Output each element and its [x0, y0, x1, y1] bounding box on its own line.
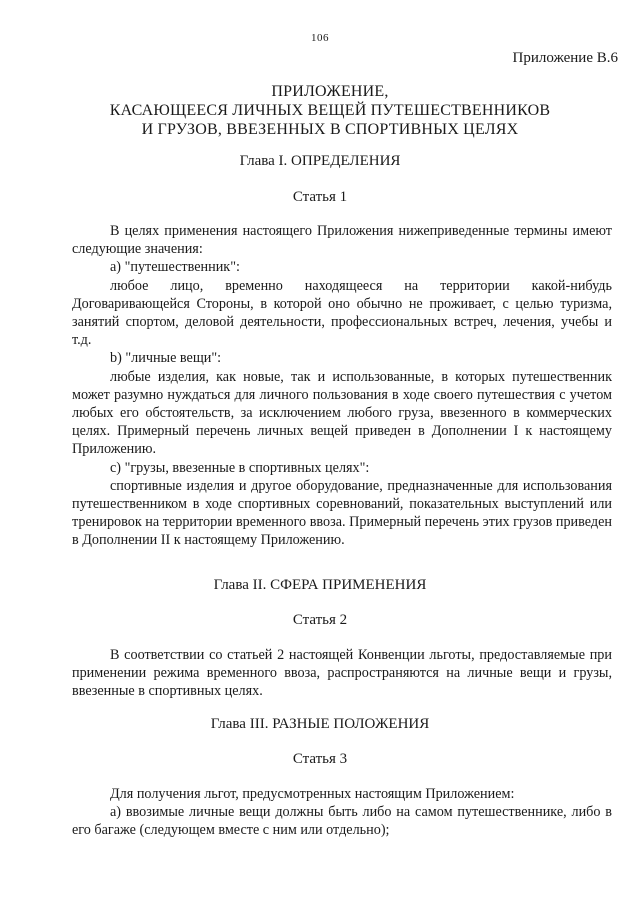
title-line-2: КАСАЮЩЕЕСЯ ЛИЧНЫХ ВЕЩЕЙ ПУТЕШЕСТВЕННИКОВ — [109, 102, 551, 119]
definition-c-text: спортивные изделия и другое оборудование, предназначенные для использования путешественником в ходе спортивных соревнований, показательных выступлений или тренировок на территории временного ввоза. Примерный перечень этих грузов приведен в Дополнении II к настоящему Приложению. — [72, 477, 612, 549]
article-3-intro: Для получения льгот, предусмотренных настоящим Приложением: — [110, 786, 515, 802]
page-number: 106 — [311, 32, 329, 44]
definition-b-text: любые изделия, как новые, так и использованные, в которых путешественник может разумно нуждаться для личного пользования в ходе своего путешествия с учетом любых его обстоятельств, за исключением любого груза, ввезенного в коммерческих целях. Примерный перечень личных вещей приведен в Дополнении I к настоящему Приложению. — [72, 368, 612, 458]
definition-c-label: c) "грузы, ввезенные в спортивных целях": — [110, 459, 370, 476]
article-1-heading: Статья 1 — [292, 189, 348, 205]
chapter-3-body — [72, 785, 612, 840]
article-2-heading: Статья 2 — [292, 612, 348, 628]
chapter-2-heading: Глава II. СФЕРА ПРИМЕНЕНИЯ — [213, 577, 427, 593]
article-3-heading: Статья 3 — [292, 751, 348, 767]
appendix-label: Приложение B.6 — [512, 50, 618, 66]
document-title — [60, 82, 600, 139]
definition-a-label: a) "путешественник": — [110, 259, 240, 276]
definition-b-label: b) "личные вещи": — [110, 350, 222, 367]
title-line-3: И ГРУЗОВ, ВВЕЗЕННЫХ В СПОРТИВНЫХ ЦЕЛЯХ — [141, 121, 519, 138]
article-1-intro: В целях применения настоящего Приложения нижеприведенные термины имеют следующие значения: — [72, 223, 612, 258]
chapter-2-body — [72, 646, 612, 701]
title-line-1: ПРИЛОЖЕНИЕ, — [271, 83, 389, 100]
chapter-1-body — [72, 222, 612, 550]
article-2-text: В соответствии со статьей 2 настоящей Конвенции льготы, предоставляемые при применении режима временного ввоза, распространяются на личные вещи и грузы, ввезенные в спортивных целях. — [72, 647, 612, 700]
article-3-item-a: a) ввозимые личные вещи должны быть либо на самом путешественнике, либо в его багаже (следующем вместе с ним или отдельно); — [72, 804, 612, 839]
chapter-3-heading: Глава III. РАЗНЫЕ ПОЛОЖЕНИЯ — [210, 716, 430, 732]
definition-a-text: любое лицо, временно находящееся на территории какой-нибудь Договаривающейся Стороны, в которой оно обычно не проживает, с целью туризма, занятий спортом, деловой деятельности, профессиональных встреч, лечения, учебы и т.д. — [72, 277, 612, 349]
chapter-1-heading: Глава I. ОПРЕДЕЛЕНИЯ — [239, 153, 401, 169]
